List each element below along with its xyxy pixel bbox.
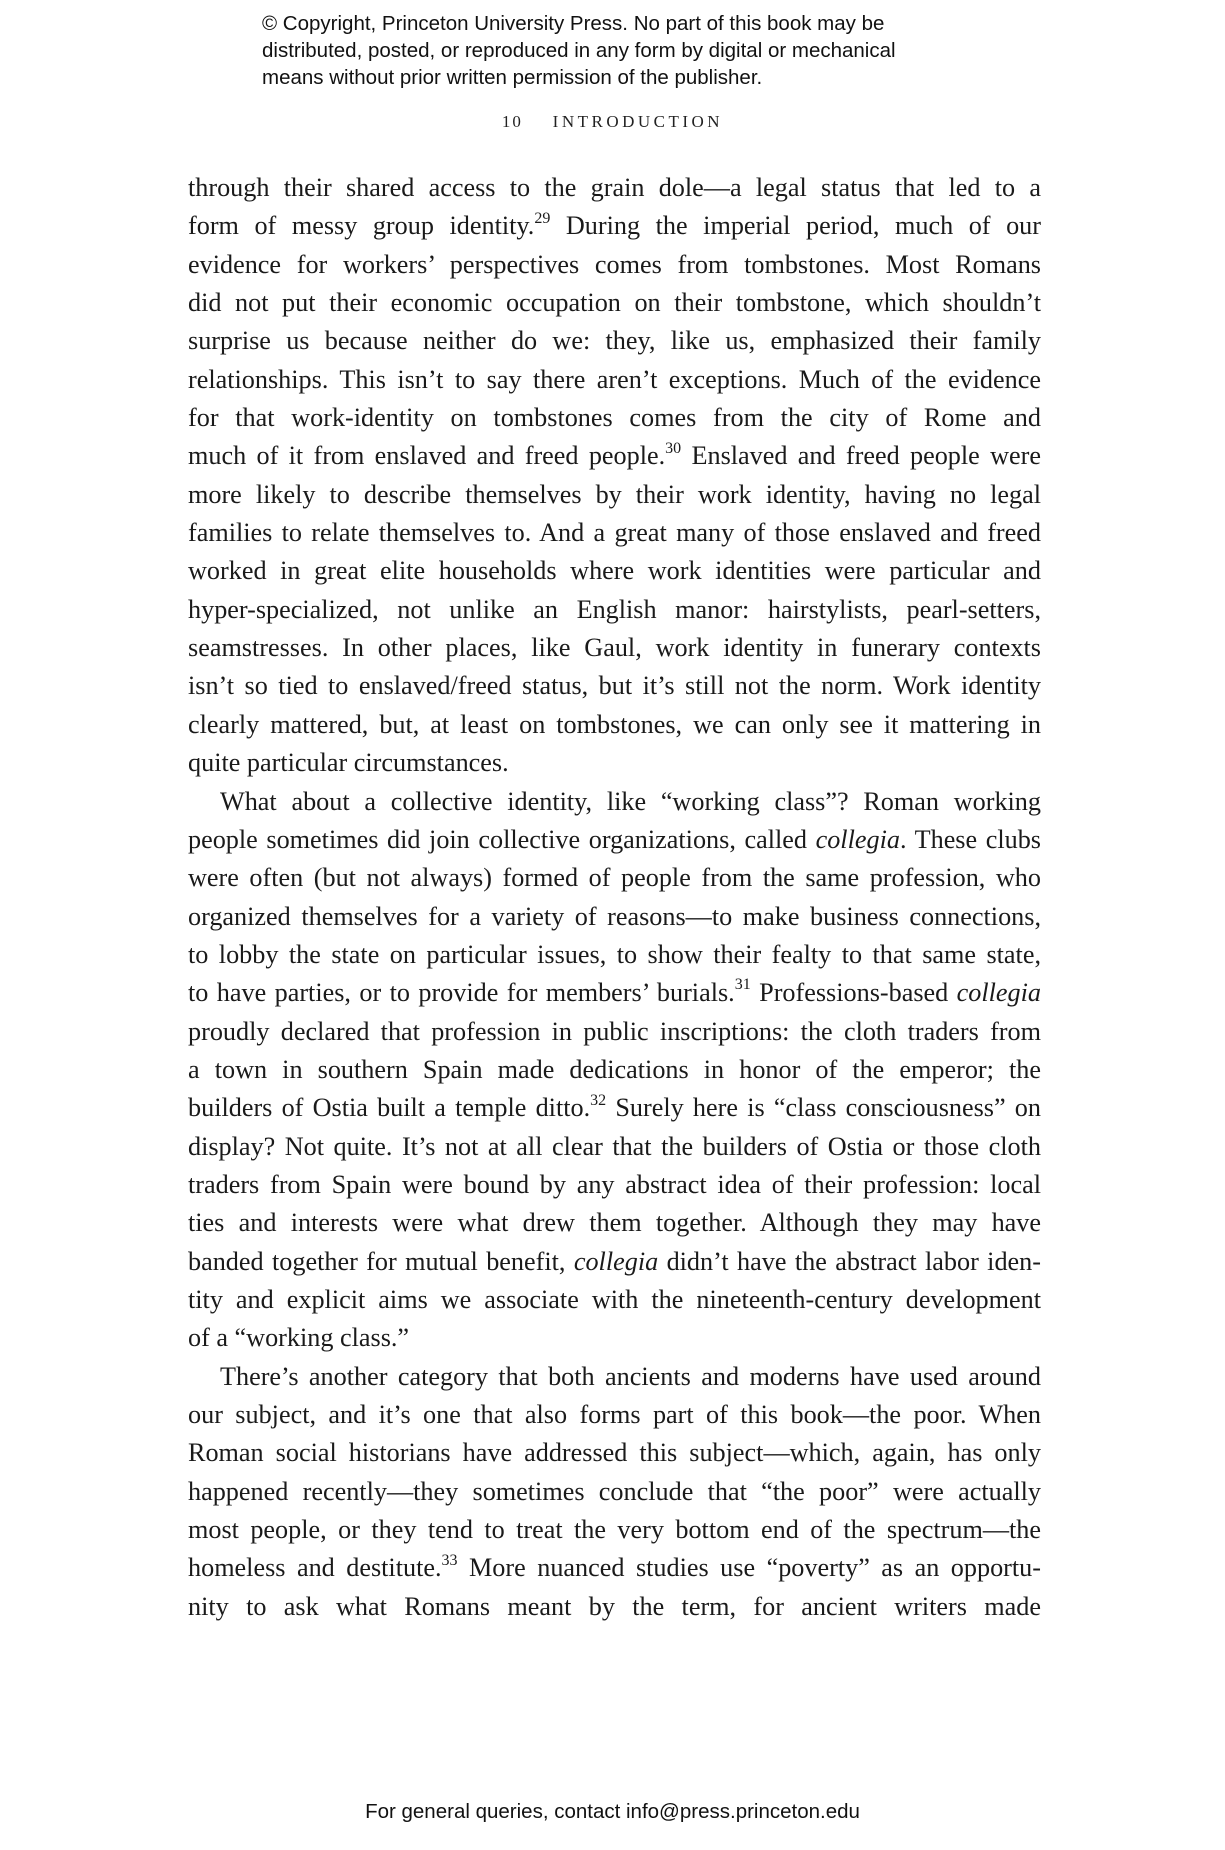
text-run: nity to ask what Romans meant by the term, for ancient writers made [188,1591,1041,1621]
text-run: relationships. This isn’t to say there aren’t exceptions. Much of the evidence [188,364,1041,394]
text-run: didn’t have the abstract labor iden- [658,1246,1041,1276]
text-run: quite particular circumstances. [188,748,509,778]
text-run: families to relate themselves to. And a great many of those enslaved and freed [188,518,1041,548]
text-line [188,898,1041,936]
text-line [188,514,1041,552]
text-line [188,246,1041,284]
running-head [0,112,1225,132]
footnote-ref: 30 [665,439,682,457]
text-line [188,437,1041,475]
copyright-line: © Copyright, Princeton University Press. No part of this book may be [262,12,885,35]
footnote-ref: 31 [734,976,751,994]
text-line [188,322,1041,360]
text-run: Surely here is “class consciousness” on [606,1093,1041,1123]
text-line [188,974,1041,1012]
text-run: of a “working class.” [188,1323,410,1353]
text-line [188,667,1041,705]
text-run: worked in great elite households where work identities were particular and [188,556,1041,586]
text-line [188,169,1041,207]
text-line [188,744,1041,782]
text-run: Professions-based [750,978,957,1008]
text-line [188,361,1041,399]
text-line [188,1243,1041,1281]
text-run: form of messy group identity. [188,211,535,241]
text-run: most people, or they tend to treat the very bottom end of the spectrum—the [188,1515,1041,1545]
text-run: happened recently—they sometimes conclude that “the poor” were actually [188,1476,1041,1506]
text-line [188,1549,1041,1587]
text-line [188,1511,1041,1549]
text-line [188,1319,1041,1357]
text-run: tity and explicit aims we associate with the nineteenth-century development [188,1284,1041,1314]
text-run: During the imperial period, much of our [550,211,1041,241]
text-run: surprise us because neither do we: they, like us, emphasized their family [188,326,1041,356]
text-line [188,399,1041,437]
copyright-line: means without prior written permission of the publisher. [262,66,763,89]
body-text [188,169,1041,1626]
text-run: builders of Ostia built a temple ditto. [188,1093,591,1123]
italic-term: collegia [815,824,900,854]
copyright-line: distributed, posted, or reproduced in any form by digital or mechanical [262,39,896,62]
text-run: proudly declared that profession in public inscriptions: the cloth traders from [188,1016,1041,1046]
text-run: ties and interests were what drew them together. Although they may have [188,1208,1041,1238]
text-run: for that work-identity on tombstones comes from the city of Rome and [188,403,1041,433]
text-run: More nuanced studies use “poverty” as an opportu- [457,1553,1041,1583]
text-line [188,783,1041,821]
text-line [188,821,1041,859]
text-line [188,1434,1041,1472]
text-run: isn’t so tied to enslaved/freed status, but it’s still not the norm. Work identity [188,671,1041,701]
text-line [188,1358,1041,1396]
text-run: homeless and destitute. [188,1553,442,1583]
text-run: through their shared access to the grain dole—a legal status that led to a [188,173,1041,202]
text-run: What about a collective identity, like “working class”? Roman working [220,786,1041,816]
text-line [188,1281,1041,1319]
text-run: did not put their economic occupation on their tombstone, which shouldn’t [188,288,1041,318]
text-line [188,936,1041,974]
footnote-ref: 29 [534,209,551,227]
chapter-title: INTRODUCTION [552,112,724,131]
text-run: more likely to describe themselves by their work identity, having no legal [188,479,1041,509]
text-run: banded together for mutual benefit, [188,1246,574,1276]
text-line [188,1051,1041,1089]
text-line [188,1473,1041,1511]
footer-contact: For general queries, contact info@press.princeton.edu [365,1800,860,1823]
text-line [188,1588,1041,1626]
text-line [188,591,1041,629]
text-run: clearly mattered, but, at least on tombstones, we can only see it mattering in [188,709,1041,739]
text-run: our subject, and it’s one that also forms part of this book—the poor. When [188,1400,1041,1429]
footnote-ref: 32 [590,1091,607,1109]
text-run: to have parties, or to provide for members’ burials. [188,978,735,1008]
text-line [188,207,1041,245]
text-run: display? Not quite. It’s not at all clear that the builders of Ostia or those cloth [188,1131,1041,1161]
copyright-notice [262,10,1022,91]
text-line [188,1396,1041,1434]
text-line [188,476,1041,514]
text-line [188,859,1041,897]
italic-term: collegia [956,978,1041,1008]
text-line [188,1013,1041,1051]
text-line [188,284,1041,322]
text-run: organized themselves for a variety of reasons—to make business connections, [188,901,1041,931]
text-run: a town in southern Spain made dedications in honor of the emperor; the [188,1054,1041,1084]
text-run: hyper-specialized, not unlike an English manor: hairstylists, pearl-setters, [188,594,1041,624]
text-run: much of it from enslaved and freed people. [188,441,666,471]
text-run: There’s another category that both ancients and moderns have used around [220,1361,1041,1391]
text-run: traders from Spain were bound by any abstract idea of their profession: local [188,1169,1041,1199]
text-line [188,552,1041,590]
text-run: Enslaved and freed people were [681,441,1041,471]
text-run: . These clubs [899,824,1041,854]
text-run: to lobby the state on particular issues, to show their fealty to that same state, [188,939,1041,969]
text-run: Roman social historians have addressed this subject—which, again, has only [188,1438,1041,1468]
footnote-ref: 33 [441,1551,458,1569]
text-run: people sometimes did join collective organizations, called [188,824,816,854]
text-run: evidence for workers’ perspectives comes from tombstones. Most Romans [188,249,1041,279]
text-line [188,1204,1041,1242]
text-line [188,1166,1041,1204]
italic-term: collegia [573,1246,659,1276]
text-line [188,1128,1041,1166]
text-run: seamstresses. In other places, like Gaul, work identity in funerary contexts [188,633,1041,663]
text-run: were often (but not always) formed of people from the same profession, who [188,863,1041,893]
page-number: 10 [501,112,523,131]
text-line [188,1089,1041,1127]
text-line [188,629,1041,667]
text-line [188,706,1041,744]
